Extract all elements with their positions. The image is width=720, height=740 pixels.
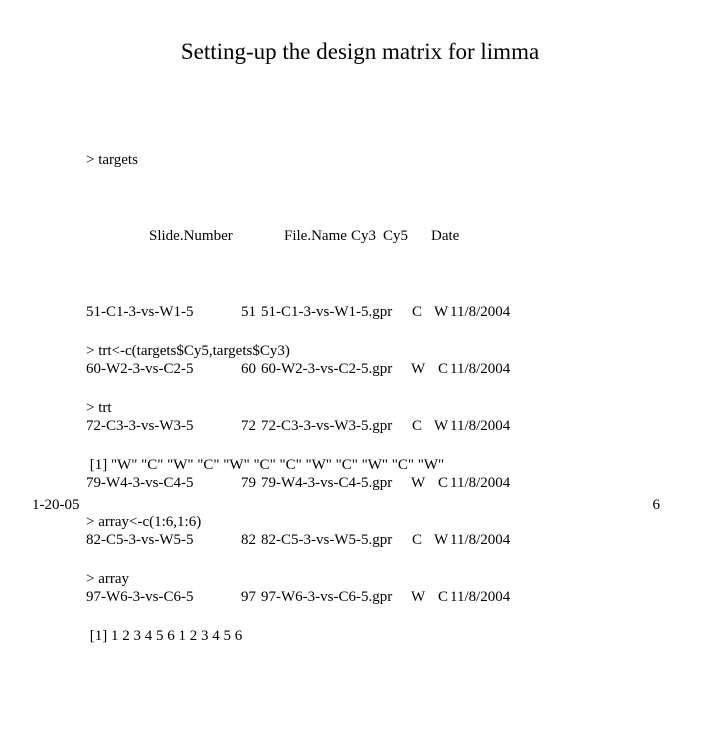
row-date: 11/8/2004: [450, 589, 511, 605]
row-name: 97-W6-3-vs-C6-5: [86, 589, 194, 605]
row-date: 11/8/2004: [450, 532, 511, 548]
row-cy5: C: [438, 475, 449, 491]
row-slide-number: 79: [241, 475, 256, 491]
row-file-name: 79-W4-3-vs-C4-5.gpr: [261, 475, 393, 491]
slide-title: Setting-up the design matrix for limma: [180, 39, 540, 64]
row-file-name: 97-W6-3-vs-C6-5.gpr: [261, 589, 393, 605]
trt-command: > trt: [86, 400, 112, 416]
row-name: 72-C3-3-vs-W3-5: [86, 418, 194, 434]
row-cy5: C: [438, 361, 449, 377]
targets-table-header: [86, 227, 546, 246]
page-number: 6: [652, 497, 660, 513]
row-slide-number: 60: [241, 361, 256, 377]
trt-output: [1] "W" "C" "W" "C" "W" "C" "C" "W" "C" "W" "C" "W": [86, 457, 445, 473]
row-name: 82-C5-3-vs-W5-5: [86, 532, 194, 548]
row-name: 79-W4-3-vs-C4-5: [86, 475, 194, 491]
row-slide-number: 97: [241, 589, 256, 605]
footer-date: 1-20-05: [32, 497, 80, 513]
header-cy5: Cy5: [383, 228, 409, 244]
header-cy3: Cy3: [351, 228, 377, 244]
row-date: 11/8/2004: [450, 475, 511, 491]
array-command: > array: [86, 571, 130, 587]
targets-command: > targets: [86, 152, 138, 168]
array-assign-command: > array<-c(1:6,1:6): [86, 514, 202, 530]
row-name: 60-W2-3-vs-C2-5: [86, 361, 194, 377]
row-date: 11/8/2004: [450, 361, 511, 377]
header-file-name: File.Name: [284, 228, 347, 244]
row-file-name: 72-C3-3-vs-W3-5.gpr: [261, 418, 393, 434]
row-file-name: 51-C1-3-vs-W1-5.gpr: [261, 304, 393, 320]
row-file-name: 82-C5-3-vs-W5-5.gpr: [261, 532, 393, 548]
row-cy3: W: [411, 475, 426, 491]
row-slide-number: 72: [241, 418, 256, 434]
row-cy5: W: [434, 418, 449, 434]
row-cy3: C: [412, 532, 423, 548]
row-cy5: W: [434, 304, 449, 320]
row-cy3: W: [411, 361, 426, 377]
row-cy3: C: [412, 304, 423, 320]
console-trt-block: [86, 304, 444, 665]
row-slide-number: 82: [241, 532, 256, 548]
trt-assign-command: > trt<-c(targets$Cy5,targets$Cy3): [86, 343, 290, 359]
row-file-name: 60-W2-3-vs-C2-5.gpr: [261, 361, 393, 377]
row-date: 11/8/2004: [450, 304, 511, 320]
row-cy5: W: [434, 532, 449, 548]
row-cy3: W: [411, 589, 426, 605]
row-cy3: C: [412, 418, 423, 434]
header-date: Date: [431, 228, 460, 244]
row-name: 51-C1-3-vs-W1-5: [86, 304, 194, 320]
row-cy5: C: [438, 589, 449, 605]
array-output: [1] 1 2 3 4 5 6 1 2 3 4 5 6: [86, 628, 243, 644]
header-slide-number: Slide.Number: [149, 228, 233, 244]
row-slide-number: 51: [241, 304, 256, 320]
row-date: 11/8/2004: [450, 418, 511, 434]
